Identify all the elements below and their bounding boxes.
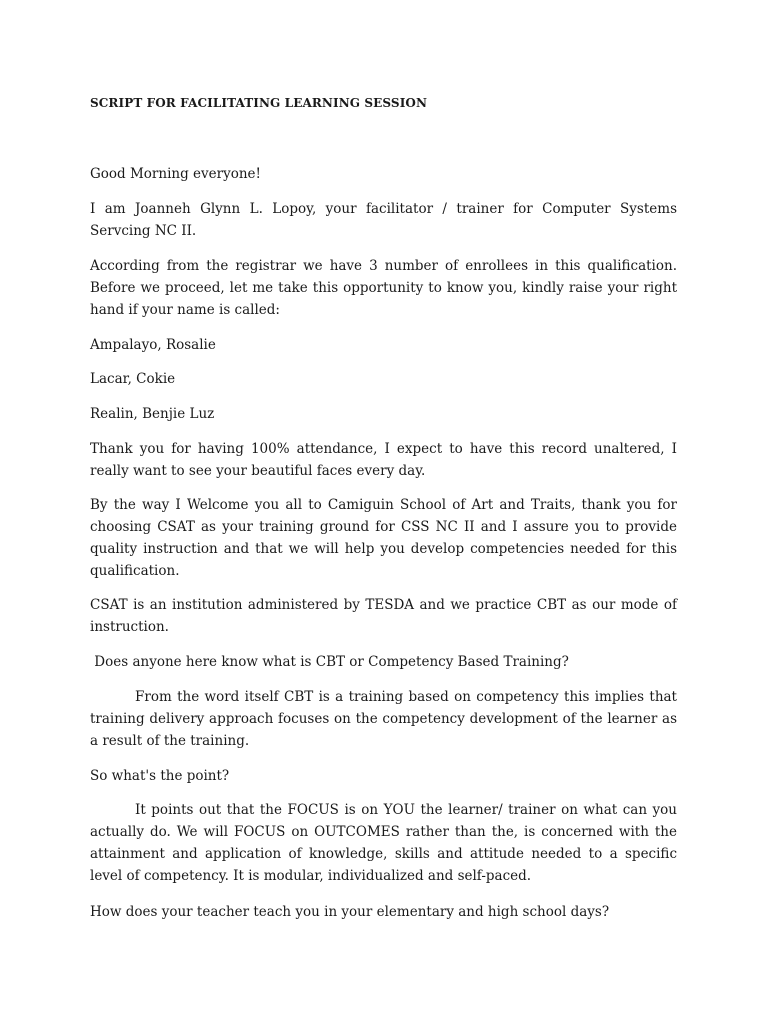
enrollee-name: Ampalayo, Rosalie	[90, 337, 216, 353]
paragraph-enrollees: According from the registrar we have 3 number of enrollees in this qualification. Before we proceed, let me take this opportunity to know you, kindly raise your right hand if your name is called:	[90, 258, 677, 318]
enrollee-name: Lacar, Cokie	[90, 371, 176, 387]
paragraph-welcome: By the way I Welcome you all to Camiguin School of Art and Traits, thank you for choosing CSAT as your training ground for CSS NC II and I assure you to provide quality instruction and that we will help you develop competencies needed for this qualification.	[90, 497, 677, 579]
paragraph-institution: CSAT is an institution administered by TESDA and we practice CBT as our mode of instruction.	[90, 597, 677, 635]
paragraph-cbt-definition: From the word itself CBT is a training based on competency this implies that training delivery approach focuses on the competency development of the learner as a result of the training.	[90, 689, 677, 749]
paragraph-question-cbt: Does anyone here know what is CBT or Competency Based Training?	[90, 654, 569, 670]
document-title: SCRIPT FOR FACILITATING LEARNING SESSION	[90, 96, 428, 110]
paragraph-question-point: So what's the point?	[90, 768, 230, 784]
enrollee-name: Realin, Benjie Luz	[90, 406, 215, 422]
paragraph-greeting: Good Morning everyone!	[90, 166, 261, 182]
paragraph-question-teaching: How does your teacher teach you in your elementary and high school days?	[90, 904, 610, 920]
paragraph-introduction: I am Joanneh Glynn L. Lopoy, your facilitator / trainer for Computer Systems Servcing NC II.	[90, 201, 677, 239]
paragraph-attendance: Thank you for having 100% attendance, I expect to have this record unaltered, I really want to see your beautiful faces every day.	[90, 441, 677, 479]
paragraph-focus: It points out that the FOCUS is on YOU the learner/ trainer on what can you actually do. We will FOCUS on OUTCOMES rather than the, is concerned with the attainment and application of knowledge, skills and attitude needed to a specific level of competency. It is modular, individualized and self-paced.	[90, 802, 677, 884]
